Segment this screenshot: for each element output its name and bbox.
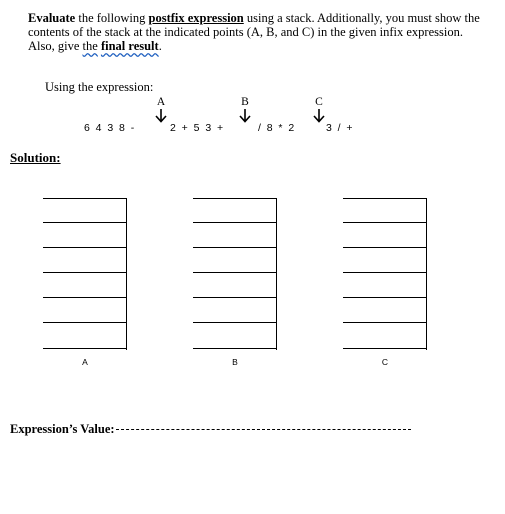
expression-intro: Using the expression: <box>45 80 154 94</box>
stack-slot-line <box>43 198 126 199</box>
stack-slot-line <box>193 198 276 199</box>
stack-slot-line <box>343 222 426 223</box>
instruction-text-1: the following <box>75 11 149 25</box>
expression-segment-3: / 8 * 2 <box>258 122 295 134</box>
instruction-verb: Evaluate <box>28 11 76 25</box>
stack-slot-line <box>343 198 426 199</box>
instruction-text-2: using a stack. Additionally, you must show the contents of the stack at the indicated points (A, B, and C) in the given infix expression. Also, <box>28 11 480 53</box>
stack-slot-line <box>193 348 276 349</box>
expression-value-line <box>10 422 411 437</box>
stack-slot-line <box>193 272 276 273</box>
stack-c-label: C <box>381 357 389 367</box>
instruction-the: the <box>82 39 98 53</box>
stack-b-label: B <box>232 357 238 367</box>
down-arrow-icon <box>155 109 167 123</box>
instruction-text-5: . <box>158 39 162 53</box>
stack-slot-line <box>193 297 276 298</box>
stack-slot-line <box>343 322 426 323</box>
stack-a <box>43 198 127 350</box>
stack-slot-line <box>193 322 276 323</box>
stack-c <box>343 198 427 350</box>
marker-a-label: A <box>156 96 166 108</box>
down-arrow-icon <box>239 109 251 123</box>
expression-segment-4: 3 / + <box>326 122 353 134</box>
expression-value-label: Expression’s Value: <box>10 422 115 436</box>
stack-slot-line <box>43 348 126 349</box>
stack-slot-line <box>43 297 126 298</box>
stack-slot-line <box>343 247 426 248</box>
stack-slot-line <box>43 322 126 323</box>
marker-b-label: B <box>241 96 249 108</box>
stack-slot-line <box>43 272 126 273</box>
stack-slot-line <box>343 272 426 273</box>
stack-slot-line <box>343 348 426 349</box>
instruction-give: give <box>57 39 80 53</box>
final-result-term: final result <box>100 39 159 53</box>
solution-heading: Solution: <box>10 150 61 165</box>
stack-slot-line <box>343 297 426 298</box>
down-arrow-icon <box>313 109 325 123</box>
expression-segment-2: 2 + 5 3 + <box>170 122 224 134</box>
postfix-expression-term: postfix expression <box>148 11 244 25</box>
marker-c-label: C <box>315 96 323 108</box>
stack-slot-line <box>43 247 126 248</box>
stack-b <box>193 198 277 350</box>
stack-slot-line <box>43 222 126 223</box>
marker-c <box>309 96 329 123</box>
marker-a <box>151 96 171 123</box>
instructions-paragraph <box>28 11 490 53</box>
expression-segment-1: 6 4 3 8 - <box>84 122 135 134</box>
stack-slot-line <box>193 247 276 248</box>
answer-blank[interactable] <box>116 429 411 430</box>
stack-slot-line <box>193 222 276 223</box>
marker-b <box>235 96 255 123</box>
stack-a-label: A <box>82 357 88 367</box>
